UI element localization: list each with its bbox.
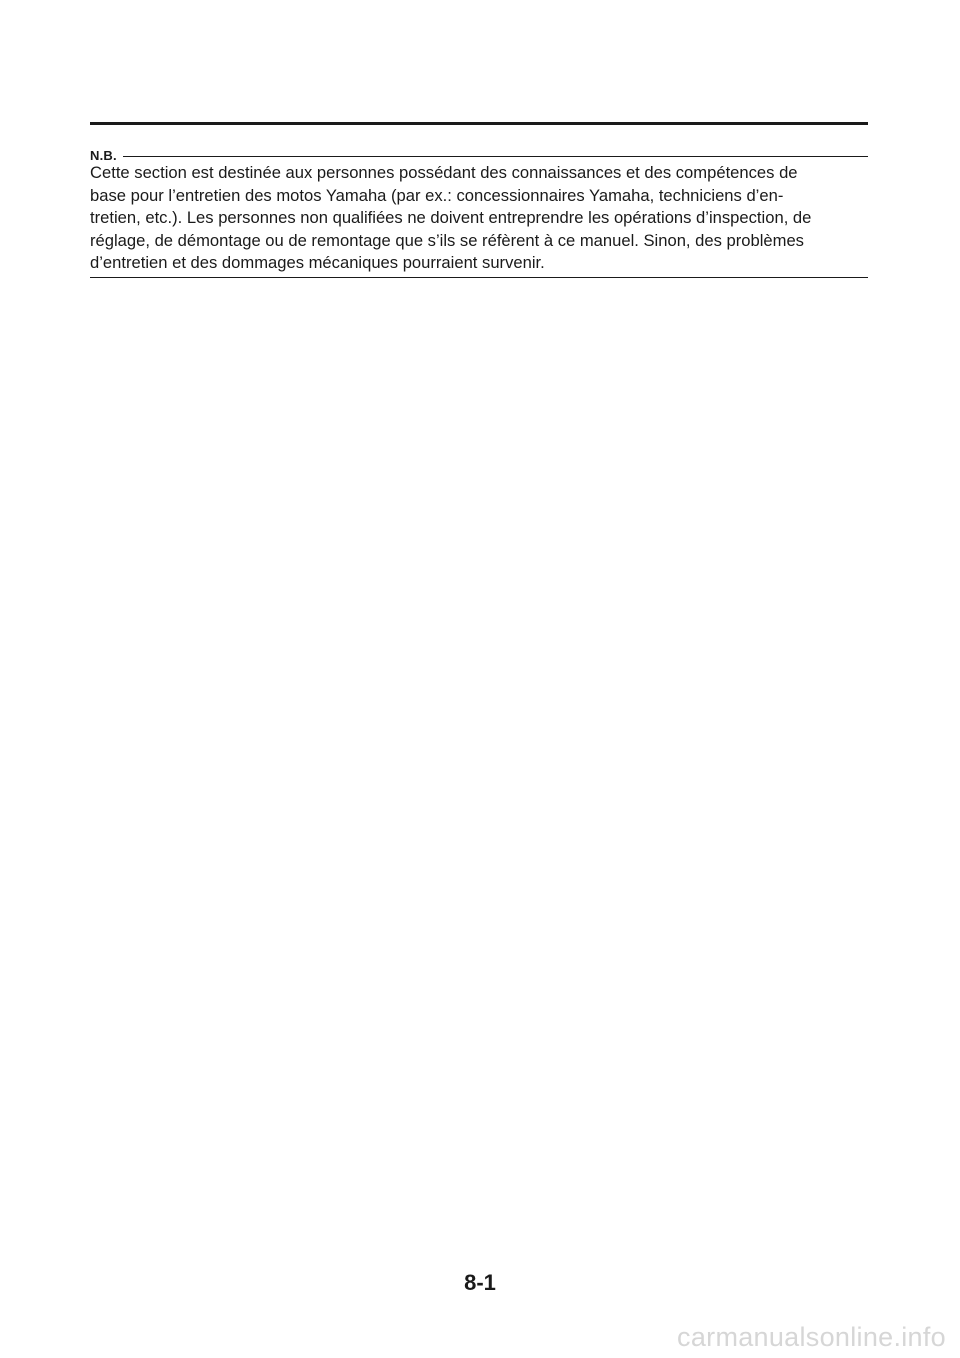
note-line-2: base pour l’entretien des motos Yamaha (par ex.: concessionnaires Yamaha, techniciens d’en-	[90, 185, 784, 205]
note-line-1: Cette section est destinée aux personnes possédant des connaissances et des compétences de	[90, 163, 798, 182]
note-body	[90, 162, 868, 275]
bottom-divider	[90, 277, 868, 278]
note-line-4: réglage, de démontage ou de remontage que s’ils se réfèrent à ce manuel. Sinon, des problèmes	[90, 230, 804, 250]
note-line-5: d’entretien et des dommages mécaniques pourraient survenir.	[90, 253, 545, 272]
watermark: carmanualsonline.info	[677, 1322, 946, 1352]
note-header-divider	[123, 156, 868, 157]
note-label: N.B.	[90, 148, 117, 163]
top-divider	[90, 122, 868, 125]
note-header	[90, 144, 868, 162]
page-number: 8-1	[464, 1270, 496, 1295]
note-line-3: tretien, etc.). Les personnes non qualifiées ne doivent entreprendre les opérations d’inspection, de	[90, 208, 812, 227]
